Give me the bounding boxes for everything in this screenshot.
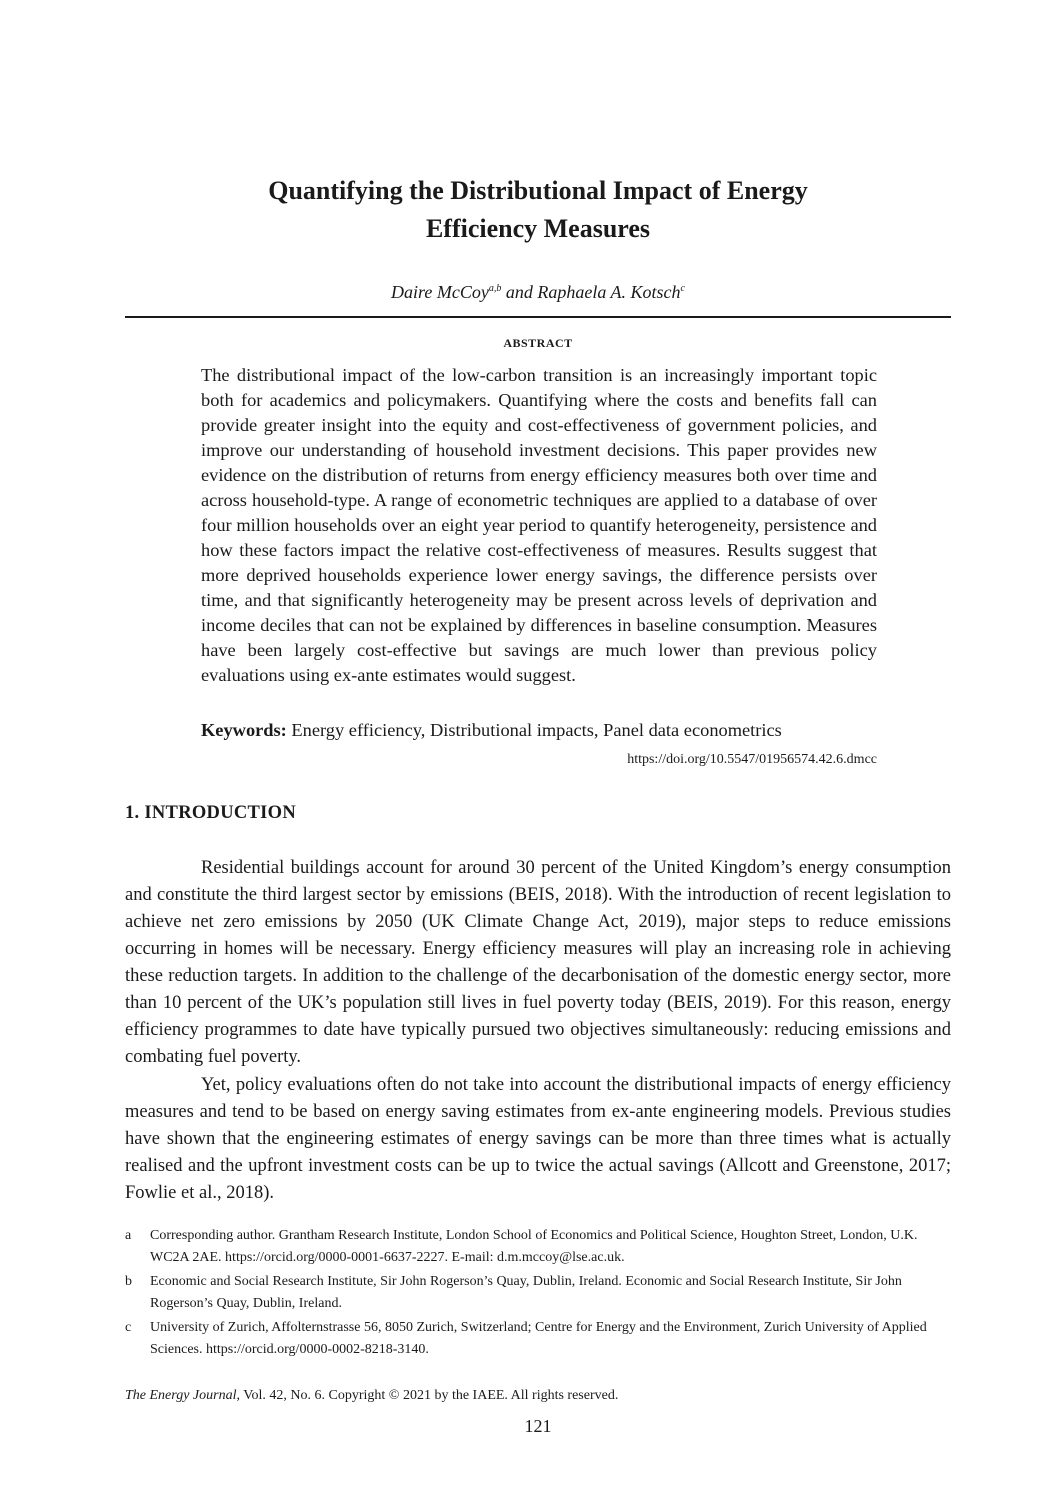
keywords-text: Energy efficiency, Distributional impacts, Panel data econometrics — [286, 720, 782, 740]
doi-link[interactable]: https://doi.org/10.5547/01956574.42.6.dmcc — [627, 752, 877, 767]
journal-details: , Vol. 42, No. 6. Copyright © 2021 by the IAEE. All rights reserved. — [236, 1388, 619, 1403]
intro-paragraph-1: Residential buildings account for around 30 percent of the United Kingdom’s energy consumption and constitute the third largest sector by emissions (BEIS, 2018). With the introduction of recent legislation to achieve net zero emissions by 2050 (UK Climate Change Act, 2019), major steps to reduce emissions occurring in homes will be necessary. Energy efficiency measures will play an increasing role in achieving these reduction targets. In addition to the challenge of the decarbonisation of the domestic energy sector, more than 10 percent of the UK’s population still lives in fuel poverty today (BEIS, 2019). For this reason, energy efficiency programmes to date have typically pursued two objectives simultaneously: reducing emissions and combating fuel poverty. — [125, 858, 951, 1067]
footnote-mark: c — [125, 1320, 132, 1335]
footnote-mark: b — [125, 1274, 132, 1289]
footnote-b — [125, 1271, 951, 1315]
author-conjunction: and — [501, 282, 538, 302]
title-line-1: Quantifying the Distributional Impact of Energy — [268, 176, 808, 205]
author-2-name: Raphaela A. Kotsch — [537, 282, 681, 302]
author-1-name: Daire McCoy — [391, 282, 489, 302]
abstract-body: The distributional impact of the low-carbon transition is an increasingly important topic both for academics and policymakers. Quantifying where the costs and benefits fall can provide greater insight into the equity and cost-effectiveness of government policies, and improve our understanding of household investment decisions. This paper provides new evidence on the distribution of returns from energy efficiency measures both over time and across household-type. A range of econometric techniques are applied to a database of over four million households over an eight year period to quantify heterogeneity, persistence and how these factors impact the relative cost-effectiveness of measures. Results suggest that more deprived households experience lower energy savings, the difference persists over time, and that significantly heterogeneity may be present across levels of deprivation and income deciles that can not be explained by differences in baseline consumption. Measures have been largely cost-effective but savings are much lower than previous policy evaluations using ex-ante estimates would suggest. — [201, 365, 877, 685]
footnotes — [125, 1225, 951, 1363]
keywords — [201, 718, 877, 743]
paper-title — [125, 172, 951, 248]
abstract-heading: ABSTRACT — [503, 336, 573, 350]
footnote-text: University of Zurich, Affolternstrasse 56, 8050 Zurich, Switzerland; Centre for Energy and the Environment, Zurich University of Applied Sciences. https://orcid.org/0000-0002-8218-3140. — [150, 1320, 927, 1357]
footnote-a — [125, 1225, 951, 1269]
footnote-text: Economic and Social Research Institute, Sir John Rogerson’s Quay, Dublin, Ireland. Economic and Social Research Institute, Sir John Rogerson’s Quay, Dublin, Ireland. — [150, 1274, 902, 1311]
footnote-c — [125, 1317, 951, 1361]
footnote-text: Corresponding author. Grantham Research Institute, London School of Economics and Political Science, Houghton Street, London, U.K. WC2A 2AE. https://orcid.org/0000-0001-6637-2227. E-mail: d.m.mccoy@lse.ac.uk. — [150, 1228, 918, 1265]
title-divider — [125, 316, 951, 318]
section-heading-introduction: 1. INTRODUCTION — [125, 803, 297, 823]
intro-paragraph-2: Yet, policy evaluations often do not take into account the distributional impacts of energy efficiency measures and tend to be based on energy saving estimates from ex-ante engineering models. Previous studies have shown that the engineering estimates of energy savings can be more than three times what is actually realised and the upfront investment costs can be up to twice the actual savings (Allcott and Greenstone, 2017; Fowlie et al., 2018). — [125, 1075, 951, 1203]
footnote-mark: a — [125, 1228, 132, 1243]
author-2-affiliation: c — [680, 283, 685, 294]
author-list — [125, 282, 951, 303]
page-number: 121 — [524, 1416, 552, 1436]
title-line-2: Efficiency Measures — [425, 214, 651, 243]
journal-citation — [125, 1388, 618, 1404]
author-1-affiliation: a,b — [488, 283, 502, 294]
keywords-label: Keywords: — [201, 720, 287, 740]
journal-name: The Energy Journal — [125, 1388, 237, 1403]
